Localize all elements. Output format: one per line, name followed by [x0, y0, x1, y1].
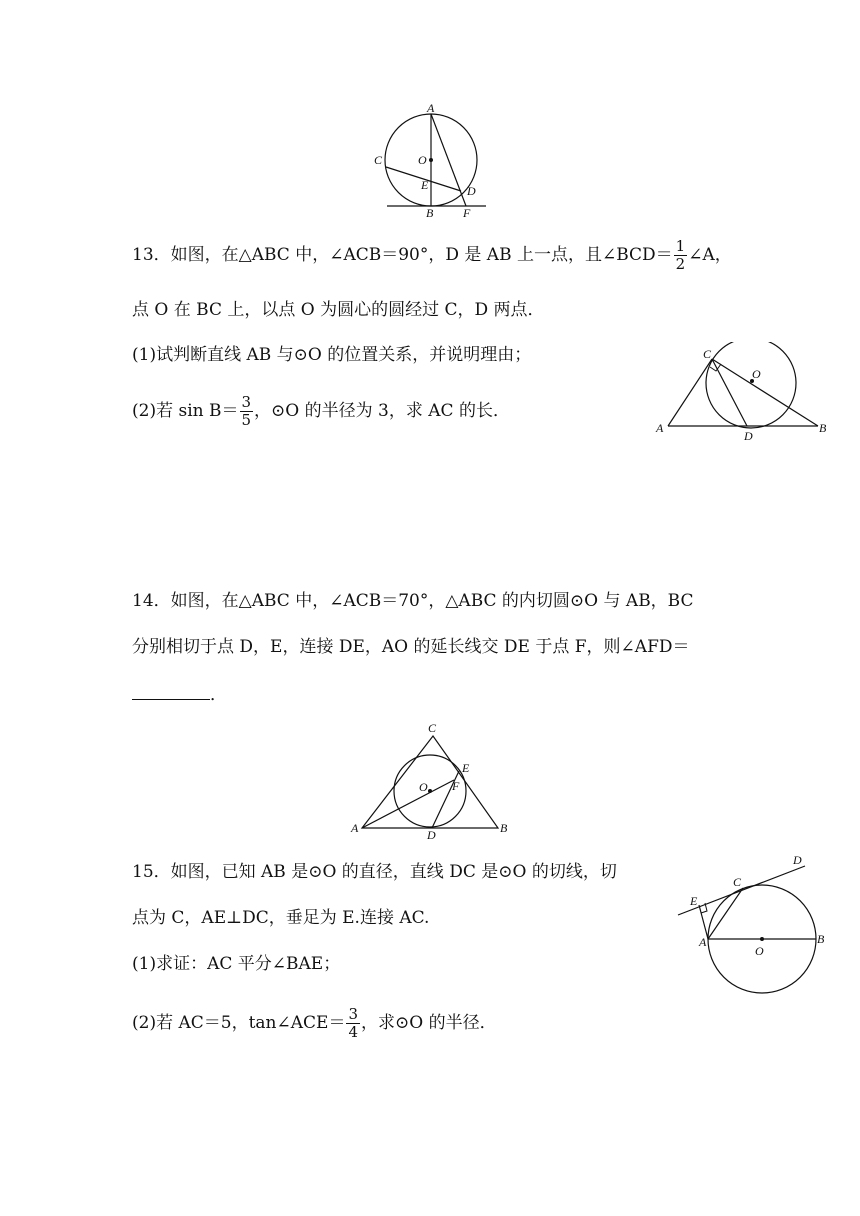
center-point: [428, 789, 432, 793]
q14-line1: 14．如图，在△ABC 中，∠ACB＝70°，△ABC 的内切圆⊙O 与 AB，BC: [132, 591, 694, 611]
triangle-abc: [362, 736, 498, 828]
label-b: B: [426, 206, 434, 220]
label-a: A: [427, 101, 435, 115]
q13-line2: 点 O 在 BC 上，以点 O 为圆心的圆经过 C，D 两点．: [132, 300, 545, 320]
label-b: B: [817, 932, 825, 946]
label-e: E: [462, 761, 470, 775]
label-c: C: [428, 721, 437, 735]
label-b: B: [819, 421, 827, 435]
fraction-one-half: $\frac{1}{2}$: [675, 237, 686, 273]
label-a: A: [699, 935, 707, 949]
label-o: O: [752, 367, 761, 381]
label-d: D: [793, 853, 802, 867]
label-f: F: [463, 206, 471, 220]
fraction-three-fourths: $\frac{3}{4}$: [348, 1005, 358, 1041]
label-c: C: [703, 347, 712, 361]
center-point: [760, 937, 764, 941]
label-a: A: [656, 421, 664, 435]
q13-line1: 13．如图，在△ABC 中，∠ACB＝90°，D 是 AB 上一点，且∠BCD＝ $\frac{1}{2}$ ∠A，: [132, 237, 732, 273]
figure-q13: [650, 342, 840, 444]
label-d: D: [744, 429, 753, 443]
label-f: F: [452, 779, 460, 793]
q15-part2: (2)若 AC＝5，tan∠ACE＝ $\frac{3}{4}$ ，求⊙O 的半径．: [132, 1005, 497, 1041]
label-c: C: [374, 153, 383, 167]
figure-q15: [668, 848, 840, 1002]
label-b: B: [500, 821, 508, 835]
line-ac: [668, 359, 712, 426]
q13-part1: (1)试判断直线 AB 与⊙O 的位置关系，并说明理由；: [132, 345, 532, 365]
label-a: A: [351, 821, 359, 835]
q14-line3: ．: [132, 681, 227, 707]
q14-line2: 分别相切于点 D，E，连接 DE，AO 的延长线交 DE 于点 F，则∠AFD＝: [132, 637, 690, 657]
q15-part1: (1)求证：AC 平分∠BAE；: [132, 954, 341, 974]
q15-line1: 15．如图，已知 AB 是⊙O 的直径，直线 DC 是⊙O 的切线，切: [132, 862, 617, 882]
label-o: O: [419, 780, 428, 794]
figure-top-circle: [370, 100, 500, 222]
answer-blank[interactable]: [132, 681, 210, 700]
figure-q14: [345, 718, 515, 842]
q13-part2: (2)若 sin B＝ $\frac{3}{5}$ ，⊙O 的半径为 3，求 AC 的长．: [132, 393, 510, 429]
center-point: [429, 158, 433, 162]
label-e: E: [421, 178, 429, 192]
q15-line2: 点为 C，AE⊥DC，垂足为 E.连接 AC.: [132, 908, 430, 928]
label-c: C: [733, 875, 742, 889]
label-d: D: [427, 828, 436, 842]
line-af: [431, 114, 466, 206]
label-d: D: [467, 184, 476, 198]
line-cb: [712, 359, 818, 426]
line-ac: [708, 888, 743, 939]
label-e: E: [690, 894, 698, 908]
circle-o: [706, 342, 796, 428]
line-af: [362, 780, 454, 828]
label-o: O: [755, 944, 764, 958]
fraction-three-fifths: $\frac{3}{5}$: [241, 393, 252, 429]
label-o: O: [418, 153, 427, 167]
